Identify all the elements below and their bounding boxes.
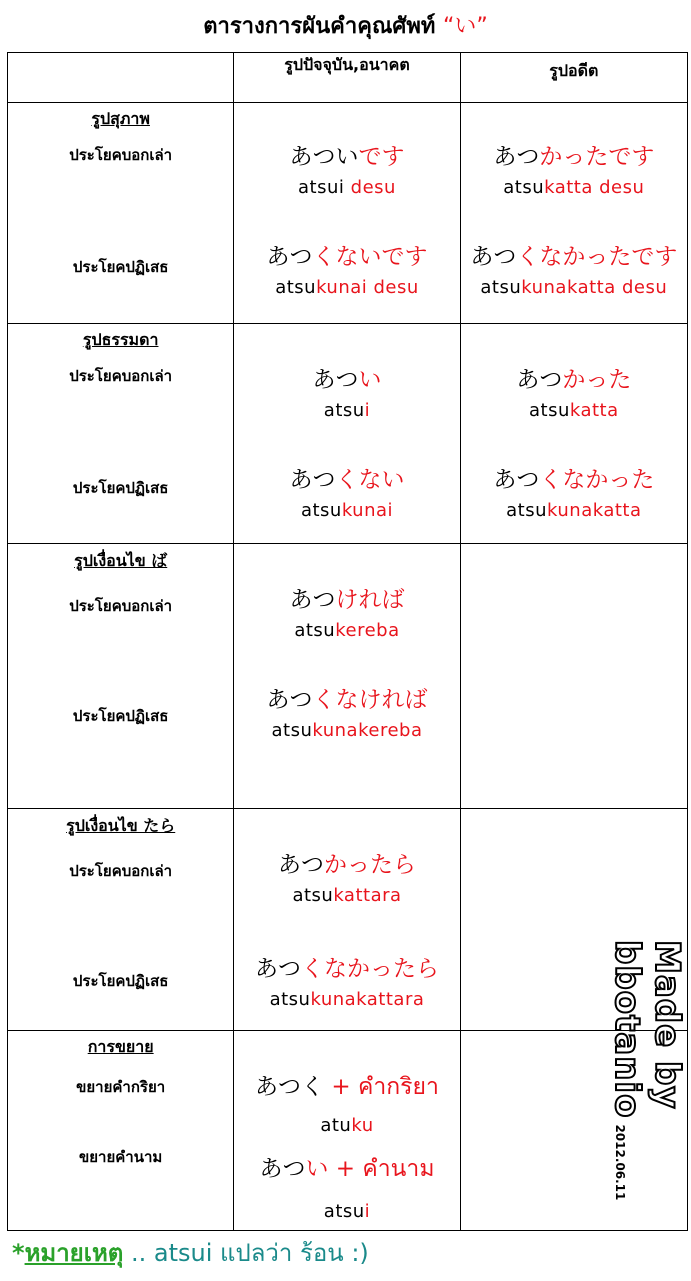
jp-base: あつ <box>516 367 563 393</box>
romaji-suffix: katta <box>569 400 619 421</box>
jp-base: あつ <box>493 467 540 493</box>
footer-note <box>12 1233 369 1272</box>
conjugation-entry <box>234 955 459 1011</box>
conjugation-entry <box>461 366 687 422</box>
jp-suffix: くなければ <box>312 687 428 713</box>
title-highlight: “い” <box>443 14 488 39</box>
jp-base: あつ <box>493 144 540 170</box>
romaji-suffix: kunakereba <box>312 720 423 741</box>
row-label-negative: ประโยคปฏิเสธ <box>72 258 169 276</box>
romaji-suffix: ku <box>351 1115 374 1136</box>
section-title: รูปธรรมดา <box>82 330 159 349</box>
jp-suffix: くなかったら <box>300 956 439 982</box>
romaji-suffix: kunakatta <box>547 500 642 521</box>
romaji-suffix: katta desu <box>544 177 645 198</box>
jp-suffix: くなかった <box>539 467 655 493</box>
romaji-suffix: kattara <box>333 885 402 906</box>
section-title: การขยาย <box>87 1037 154 1056</box>
jp-base: あつい <box>289 144 359 170</box>
credit-main: Made by bbotanio <box>607 940 687 1119</box>
section-polite <box>8 103 688 324</box>
empty-past-cell <box>460 544 687 809</box>
jp-suffix: くない <box>335 467 405 493</box>
romaji-base: atsu <box>275 277 317 298</box>
row-label-negative: ประโยคปฏิเสธ <box>72 972 169 990</box>
conjugation-entry <box>234 1073 459 1137</box>
jp-suffix: い + คำนาม <box>305 1156 435 1182</box>
jp-suffix: + คำกริยา <box>324 1074 439 1100</box>
section-conditional-ba <box>8 544 688 809</box>
romaji-base: atsu <box>300 500 342 521</box>
romaji-suffix: kunakattara <box>310 989 425 1010</box>
jp-suffix: かったら <box>323 852 416 878</box>
row-label-affirmative: ประโยคบอกเล่า <box>69 367 173 385</box>
header-past: รูปอดีต <box>460 53 687 103</box>
jp-suffix: くなかったです <box>516 244 678 270</box>
romaji-suffix: desu <box>350 177 396 198</box>
conjugation-entry <box>234 143 459 199</box>
conjugation-entry <box>234 851 459 907</box>
conjugation-entry <box>461 243 687 299</box>
romaji-base: atsu <box>528 400 570 421</box>
romaji-base: atsu <box>480 277 522 298</box>
conjugation-entry <box>461 466 687 522</box>
section-title: รูปสุภาพ <box>91 109 150 128</box>
jp-base: あつ <box>470 244 517 270</box>
romaji-base: atsu <box>269 989 311 1010</box>
romaji-base: atsu <box>323 400 365 421</box>
jp-base: あつ <box>277 852 324 878</box>
romaji-suffix: i <box>364 1201 371 1222</box>
credit-date: 2012.06.11 <box>613 1124 627 1201</box>
jp-suffix: い <box>358 367 382 393</box>
header-row <box>8 53 688 103</box>
conjugation-entry <box>234 586 459 642</box>
page-title <box>0 8 691 43</box>
jp-base: あつく <box>255 1074 325 1100</box>
conjugation-entry <box>461 143 687 199</box>
jp-suffix: かった <box>562 367 632 393</box>
romaji-base: atsu <box>294 620 336 641</box>
jp-base: あつ <box>266 244 313 270</box>
jp-suffix: です <box>358 144 405 170</box>
header-col1 <box>8 53 234 103</box>
conjugation-entry <box>234 686 459 742</box>
romaji-base: atsu <box>271 720 313 741</box>
section-conditional-tara <box>8 809 688 1031</box>
jp-base: あつ <box>289 587 336 613</box>
conjugation-entry <box>234 366 459 422</box>
jp-base: あつ <box>259 1156 306 1182</box>
romaji-suffix: kunai <box>341 500 394 521</box>
conjugation-entry <box>234 243 459 299</box>
romaji-suffix: i <box>364 400 371 421</box>
jp-base: あつ <box>254 956 301 982</box>
conjugation-entry <box>234 466 459 522</box>
section-plain <box>8 324 688 544</box>
row-label-noun: ขยายคำนาม <box>79 1148 163 1166</box>
romaji-suffix: kunai desu <box>316 277 419 298</box>
note-label: หมายเหตุ <box>24 1239 124 1267</box>
conjugation-entry <box>234 1155 459 1223</box>
jp-suffix: くないです <box>312 244 428 270</box>
row-label-negative: ประโยคปฏิเสธ <box>72 707 169 725</box>
header-present: รูปปัจจุบัน,อนาคต <box>234 53 460 103</box>
romaji-base: atsu <box>292 885 334 906</box>
jp-base: あつ <box>266 687 313 713</box>
author-credit <box>607 940 687 1270</box>
romaji-base: atsu <box>506 500 548 521</box>
row-label-affirmative: ประโยคบอกเล่า <box>69 862 173 880</box>
row-label-affirmative: ประโยคบอกเล่า <box>69 597 173 615</box>
section-title: รูปเงื่อนไข ば <box>74 551 168 570</box>
row-label-negative: ประโยคปฏิเสธ <box>72 479 169 497</box>
note-text: atsui แปลว่า ร้อน :) <box>153 1239 369 1267</box>
jp-suffix: かったです <box>539 144 655 170</box>
romaji-base: atsui <box>298 177 351 198</box>
row-label-verb: ขยายคำกริยา <box>76 1078 166 1096</box>
romaji-base: atsu <box>323 1201 365 1222</box>
note-star: * <box>12 1239 25 1267</box>
note-dots: .. <box>123 1239 154 1267</box>
jp-base: あつ <box>312 367 359 393</box>
title-main: ตารางการผันคำคุณศัพท์ <box>203 14 443 39</box>
romaji-base: atsu <box>503 177 545 198</box>
jp-suffix: ければ <box>335 587 405 613</box>
row-label-affirmative: ประโยคบอกเล่า <box>69 146 173 164</box>
jp-base: あつ <box>289 467 336 493</box>
section-title: รูปเงื่อนไข たら <box>66 816 176 835</box>
section-modification <box>8 1031 688 1231</box>
conjugation-table <box>7 52 688 1231</box>
romaji-base: atu <box>320 1115 352 1136</box>
romaji-suffix: kunakatta desu <box>521 277 668 298</box>
romaji-suffix: kereba <box>335 620 400 641</box>
